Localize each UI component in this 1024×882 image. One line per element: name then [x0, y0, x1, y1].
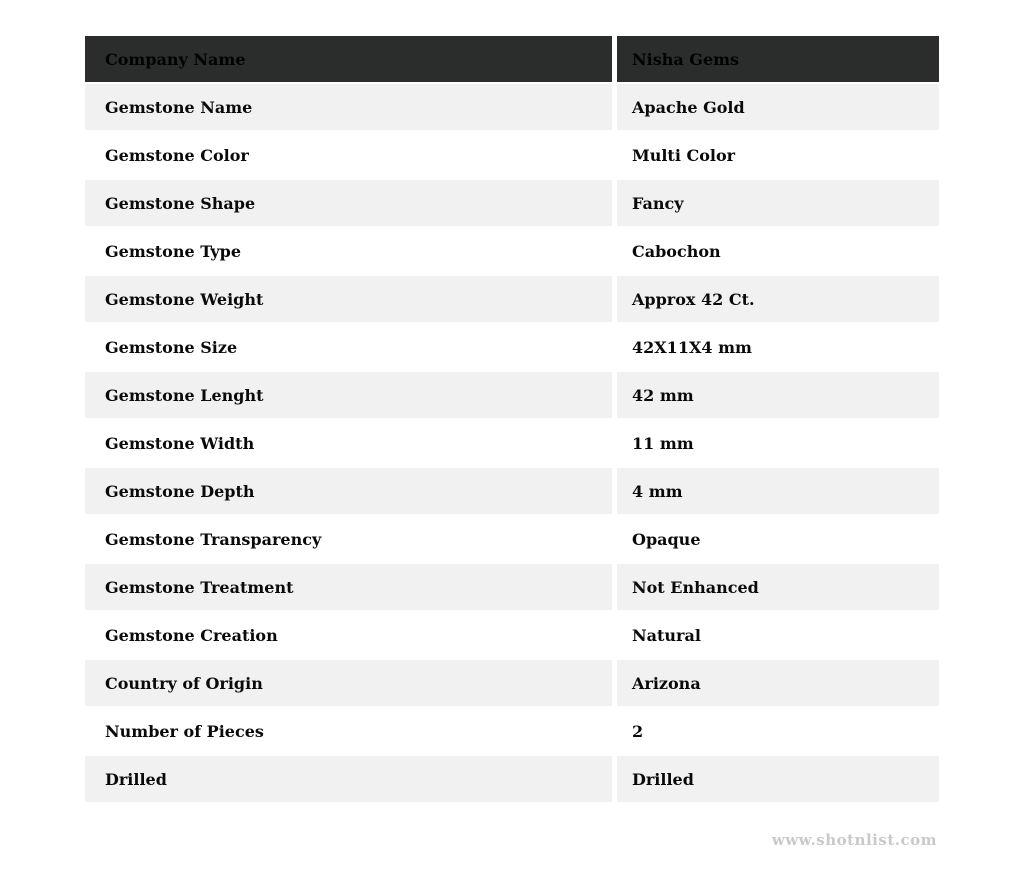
spec-value: Drilled — [617, 756, 939, 802]
spec-label: Gemstone Depth — [85, 468, 612, 514]
table-row — [85, 564, 939, 610]
table-row — [85, 132, 939, 178]
spec-value: Cabochon — [617, 228, 939, 274]
spec-label: Gemstone Color — [85, 132, 612, 178]
spec-label: Gemstone Treatment — [85, 564, 612, 610]
spec-value: Not Enhanced — [617, 564, 939, 610]
header-company-name: Company Name — [85, 36, 612, 82]
table-row — [85, 324, 939, 370]
spec-value: Fancy — [617, 180, 939, 226]
spec-label: Country of Origin — [85, 660, 612, 706]
spec-label: Number of Pieces — [85, 708, 612, 754]
spec-label: Gemstone Size — [85, 324, 612, 370]
spec-value: 42X11X4 mm — [617, 324, 939, 370]
table-row — [85, 708, 939, 754]
table-row — [85, 660, 939, 706]
spec-label: Drilled — [85, 756, 612, 802]
spec-label: Gemstone Width — [85, 420, 612, 466]
gemstone-spec-table — [85, 36, 939, 802]
table-body — [85, 84, 939, 802]
table-row — [85, 372, 939, 418]
table-row — [85, 756, 939, 802]
table-row — [85, 420, 939, 466]
table-row — [85, 612, 939, 658]
spec-label: Gemstone Weight — [85, 276, 612, 322]
spec-label: Gemstone Transparency — [85, 516, 612, 562]
table-row — [85, 516, 939, 562]
table-row — [85, 276, 939, 322]
spec-value: Approx 42 Ct. — [617, 276, 939, 322]
spec-value: 2 — [617, 708, 939, 754]
spec-value: 42 mm — [617, 372, 939, 418]
website-watermark: www.shotnlist.com — [771, 831, 937, 849]
table-row — [85, 468, 939, 514]
spec-value: 4 mm — [617, 468, 939, 514]
spec-label: Gemstone Lenght — [85, 372, 612, 418]
spec-value: 11 mm — [617, 420, 939, 466]
spec-value: Arizona — [617, 660, 939, 706]
table-row — [85, 84, 939, 130]
table-header-row — [85, 36, 939, 82]
spec-label: Gemstone Name — [85, 84, 612, 130]
spec-value: Opaque — [617, 516, 939, 562]
table-row — [85, 228, 939, 274]
spec-label: Gemstone Shape — [85, 180, 612, 226]
spec-value: Apache Gold — [617, 84, 939, 130]
spec-value: Natural — [617, 612, 939, 658]
spec-label: Gemstone Creation — [85, 612, 612, 658]
table-row — [85, 180, 939, 226]
header-company-value: Nisha Gems — [617, 36, 939, 82]
spec-value: Multi Color — [617, 132, 939, 178]
spec-label: Gemstone Type — [85, 228, 612, 274]
